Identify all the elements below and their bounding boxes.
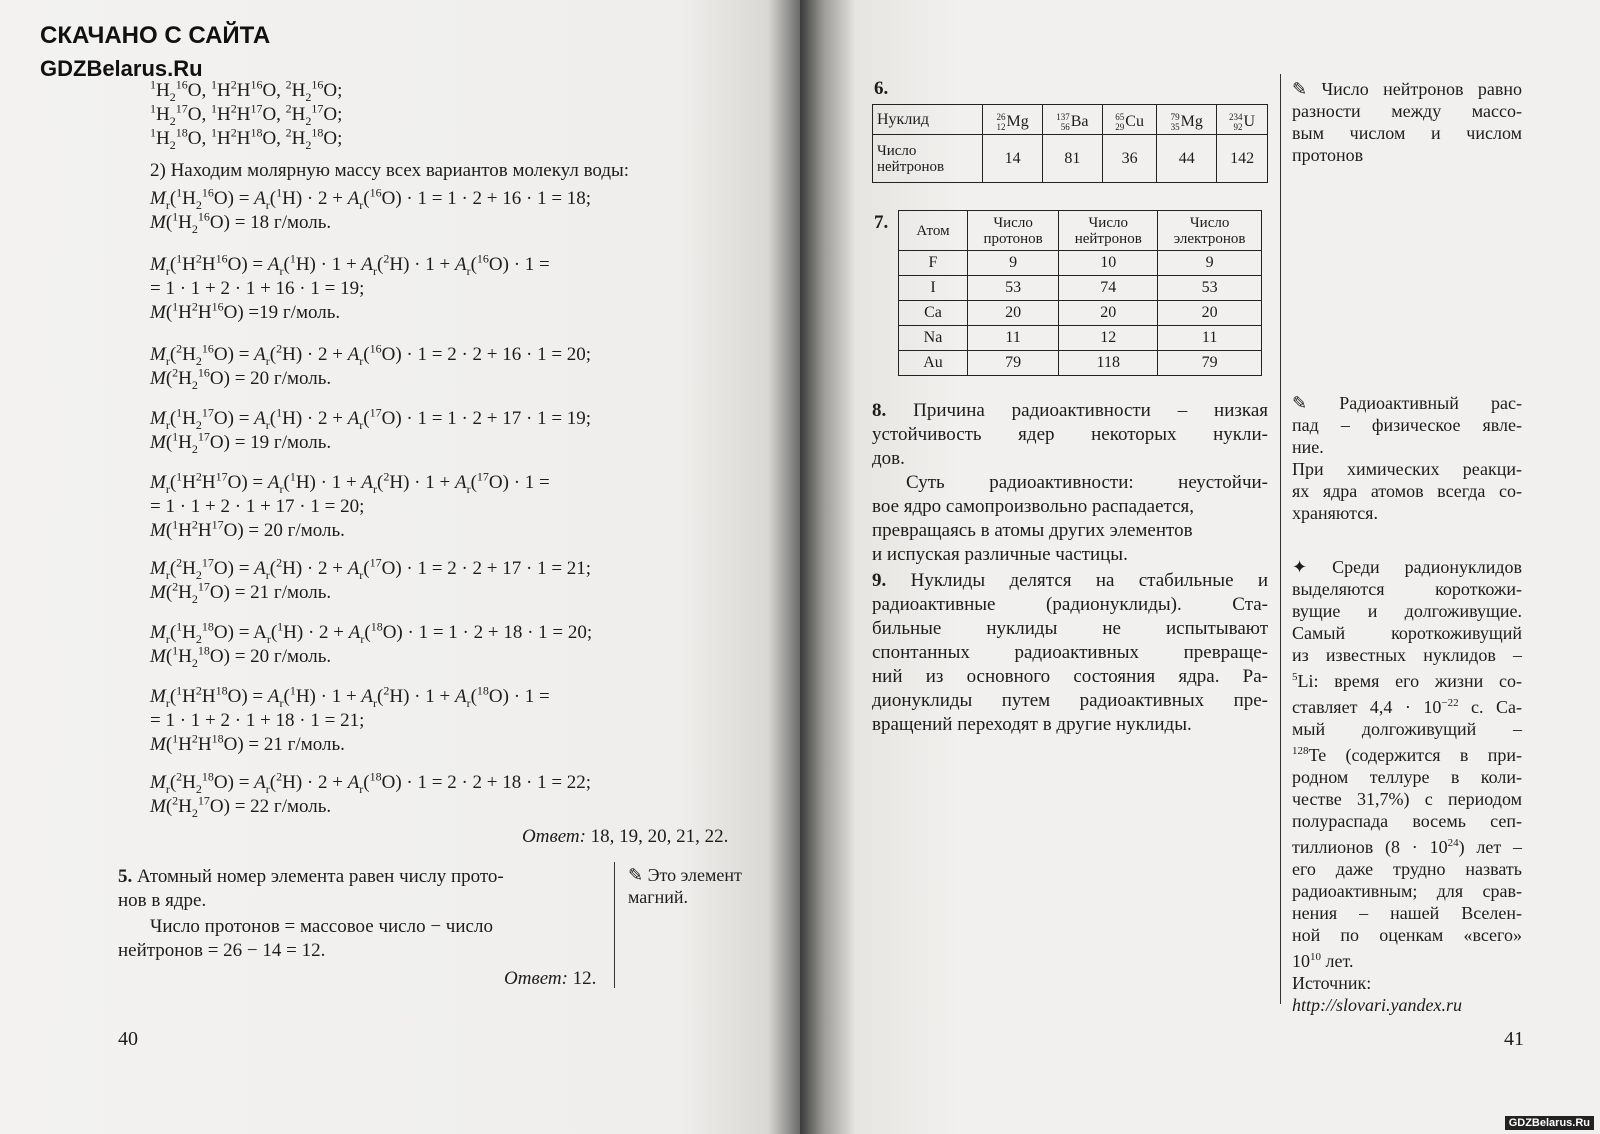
neutron-row-header: Число нейтронов xyxy=(873,135,983,183)
watermark-site: GDZBelarus.Ru xyxy=(40,56,203,81)
formula-line: $M(^1H_2^{17}O) = 19$ г/моль. xyxy=(150,429,332,456)
nuclide-header: Нуклид xyxy=(873,105,983,135)
task-8-line: вое ядро самопроизвольно распадается, xyxy=(872,496,1194,517)
formula-line: $M(^1H_2^{18}O) = 20$ г/моль. xyxy=(150,643,332,670)
formula-line: $M_r(^1H^2H^{17}O) = A_r(^1H) \cdot 1 + A_r(^2H) \cdot 1 + A_r(^{17}O) \cdot 1$ = xyxy=(150,469,550,496)
formula-line: $M_r(^1H^2H^{18}O) = A_r(^1H) \cdot 1 + A_r(^2H) \cdot 1 + A_r(^{18}O) \cdot 1$ = xyxy=(150,683,550,710)
task-5-number: 5. xyxy=(118,866,133,887)
task-8-line: устойчивость ядер некоторых нукли- xyxy=(872,424,1268,445)
task-8-line: 8. Причина радиоактивности – низкая xyxy=(872,400,1269,421)
neutron-count-cell: 142 xyxy=(1217,135,1268,183)
table-row: Au 79 118 79 xyxy=(899,351,1262,376)
formula-line: $M_r(^1H_2^{17}O) = A_r(^1H) \cdot 2 + A_r(^{17}O) \cdot 1 = 1 \cdot 2 + 17 \cdot 1 = 19$; xyxy=(150,405,592,432)
pencil-icon: ✎ xyxy=(1292,393,1308,413)
task-9-line: дионуклиды путем радиоактивных пре- xyxy=(872,690,1268,711)
footer-watermark: GDZBelarus.Ru xyxy=(1505,1116,1594,1130)
formula-line: $M_r(^2H_2^{17}O) = A_r(^2H) \cdot 2 + A_r(^{17}O) \cdot 1 = 2 \cdot 2 + 17 \cdot 1 = 21$; xyxy=(150,555,592,582)
formula-line: = 1 · 1 + 2 · 1 + 18 · 1 = 21; xyxy=(150,710,365,731)
task-5-line: нов в ядре. xyxy=(118,890,207,911)
pencil-icon: ✎ xyxy=(628,865,644,885)
isotope-formula-line: $^1H_2^{17}O$, $^1H^2H^{17}O$, $^2H_2^{17}O$; xyxy=(150,101,343,128)
formula-line: = 1 · 1 + 2 · 1 + 16 · 1 = 19; xyxy=(150,278,365,299)
task-9-line: спонтанных радиоактивных превраще- xyxy=(872,642,1268,663)
formula-line: $M(^2H_2^{17}O) = 22$ г/моль. xyxy=(150,793,332,820)
atom-table-header: Число нейтронов xyxy=(1059,211,1158,251)
task-8-line: превращаясь в атомы других элементов xyxy=(872,520,1193,541)
formula-line: $M(^1H^2H^{17}O) = 20$ г/моль. xyxy=(150,517,345,541)
formula-line: $M(^2H_2^{16}O) = 20$ г/моль. xyxy=(150,365,332,392)
task-5-answer-label: Ответ: xyxy=(504,968,568,989)
margin-note-radionuclides: ✦ Среди радионуклидов выделяются короткожи- вущие и долгоживущие. Самый короткоживущий из известных нуклидов – $^5$Li: время его жизни со- ставляет $4,4 \cdot 10^{-22}$ с. Са- мый долгоживущий – $^{128}$Te (содержится в при- родном теллуре в коли- честве 31,7%) с периодом полураспада восемь сеп- тиллионов $(8 \cdot 10^{24})$ лет – его даже трудно назвать радиоактивным; для срав- нения – нашей Вселен- ной по оценкам «всего» $10^{10}$ лет. Источник: http://slovari.yandex.ru xyxy=(1292,557,1523,1015)
atom-table-header: Атом xyxy=(899,211,968,251)
task-5-text: Атомный номер элемента равен числу прото- xyxy=(137,866,504,887)
margin-note-decay: ✎ Радиоактивный рас- пад – физическое явле- ние. При химических реакци- ях ядра атомов всегда со- храняются. xyxy=(1292,393,1522,523)
neutron-count-cell: 36 xyxy=(1102,135,1157,183)
table-row: Na 11 12 11 xyxy=(899,326,1262,351)
answer-line xyxy=(522,826,728,848)
nuclide-cell: 65 29 Cu xyxy=(1102,105,1157,135)
neutron-count-cell: 14 xyxy=(983,135,1043,183)
isotope-formula-line: $^1H_2^{18}O$, $^1H^2H^{18}O$, $^2H_2^{18}O$; xyxy=(150,125,343,152)
step-2-text: 2) Находим молярную массу всех вариантов молекул воды: xyxy=(150,160,630,181)
margin-divider xyxy=(614,862,615,988)
source-link[interactable]: http://slovari.yandex.ru xyxy=(1292,995,1462,1015)
task-6-number: 6. xyxy=(874,78,889,99)
watermark-title: СКАЧАНО С САЙТА xyxy=(40,22,271,49)
task-8-line: и испуская различные частицы. xyxy=(872,544,1128,565)
star-icon: ✦ xyxy=(1292,557,1308,577)
table-row: Ca 20 20 20 xyxy=(899,301,1262,326)
formula-line: $M(^1H_2^{16}O) = 18$ г/моль. xyxy=(150,209,332,236)
neutron-count-cell: 44 xyxy=(1157,135,1217,183)
task-8-line: Суть радиоактивности: неустойчи- xyxy=(906,472,1268,493)
task-5-answer-value: 12. xyxy=(572,968,597,989)
nuclide-cell: 79 35 Mg xyxy=(1157,105,1217,135)
page-number-right: 41 xyxy=(1504,1028,1524,1050)
table-row: I 53 74 53 xyxy=(899,276,1262,301)
table-row: F 9 10 9 xyxy=(899,251,1262,276)
atom-table xyxy=(898,210,1262,376)
formula-line: $M_r(^1H^2H^{16}O) = A_r(^1H) \cdot 1 + A_r(^2H) \cdot 1 + A_r(^{16}O) \cdot 1$ = xyxy=(150,251,550,278)
task-9-line: 9. Нуклиды делятся на стабильные и xyxy=(872,570,1268,591)
formula-line: $M(^1H^2H^{18}O) = 21$ г/моль. xyxy=(150,731,345,755)
task-7-number: 7. xyxy=(874,212,889,233)
task-9-line: вращений переходят в другие нуклиды. xyxy=(872,714,1192,735)
margin-divider xyxy=(1280,74,1281,1004)
formula-line: $M_r(^2H_2^{16}O) = A_r(^2H) \cdot 2 + A_r(^{16}O) \cdot 1 = 2 \cdot 2 + 16 \cdot 1 = 20$; xyxy=(150,341,592,368)
nuclide-cell: 26 12 Mg xyxy=(983,105,1043,135)
formula-line: $M(^1H^2H^{16}O) =19$ г/моль. xyxy=(150,299,341,323)
task-9-line: радиоактивные (радионуклиды). Ста- xyxy=(872,594,1268,615)
formula-line: $M(^2H_2^{17}O) = 21$ г/моль. xyxy=(150,579,332,606)
task-5-answer xyxy=(504,968,596,990)
neutron-count-cell: 81 xyxy=(1042,135,1102,183)
atom-table-header: Число электронов xyxy=(1158,211,1262,251)
formula-line: $M_r(^1H_2^{18}O) = A_r(^1H) \cdot 2 + A_r(^{18}O) \cdot 1 = 1 \cdot 2 + 18 \cdot 1 = 20$; xyxy=(150,619,593,646)
task-5-line xyxy=(118,866,504,888)
formula-line: $M_r(^1H_2^{16}O) = A_r(^1H) \cdot 2 + A_r(^{16}O) \cdot 1 = 1 \cdot 2 + 16 \cdot 1 = 18$; xyxy=(150,185,592,212)
task-9-line: бильные нуклиды не испытывают xyxy=(872,618,1268,639)
pencil-icon: ✎ xyxy=(1292,79,1308,99)
task-5-margin-note: ✎ Это элемент магний. xyxy=(628,865,742,907)
answer-values: 18, 19, 20, 21, 22. xyxy=(590,826,729,847)
task-5-line: нейтронов = 26 − 14 = 12. xyxy=(118,940,326,961)
task-8-line: дов. xyxy=(872,448,905,469)
answer-label: Ответ: xyxy=(522,826,586,847)
isotope-formula-line: $^1H_2^{16}O$, $^1H^2H^{16}O$, $^2H_2^{16}O$; xyxy=(150,77,343,104)
nuclide-table xyxy=(872,104,1268,183)
atom-table-header: Число протонов xyxy=(968,211,1059,251)
margin-note-neutrons: ✎ Число нейтронов равно разности между массо- вым числом и числом протонов xyxy=(1292,79,1523,165)
formula-line: = 1 · 1 + 2 · 1 + 17 · 1 = 20; xyxy=(150,496,365,517)
formula-line: $M_r(^2H_2^{18}O) = A_r(^2H) \cdot 2 + A_r(^{18}O) \cdot 1 = 2 \cdot 2 + 18 \cdot 1 = 22$; xyxy=(150,769,592,796)
nuclide-cell: 137 56 Ba xyxy=(1042,105,1102,135)
nuclide-cell: 234 92 U xyxy=(1217,105,1268,135)
task-5-line: Число протонов = массовое число − число xyxy=(150,916,493,937)
task-9-line: ний из основного состояния ядра. Ра- xyxy=(872,666,1268,687)
page-number-left: 40 xyxy=(118,1028,138,1050)
